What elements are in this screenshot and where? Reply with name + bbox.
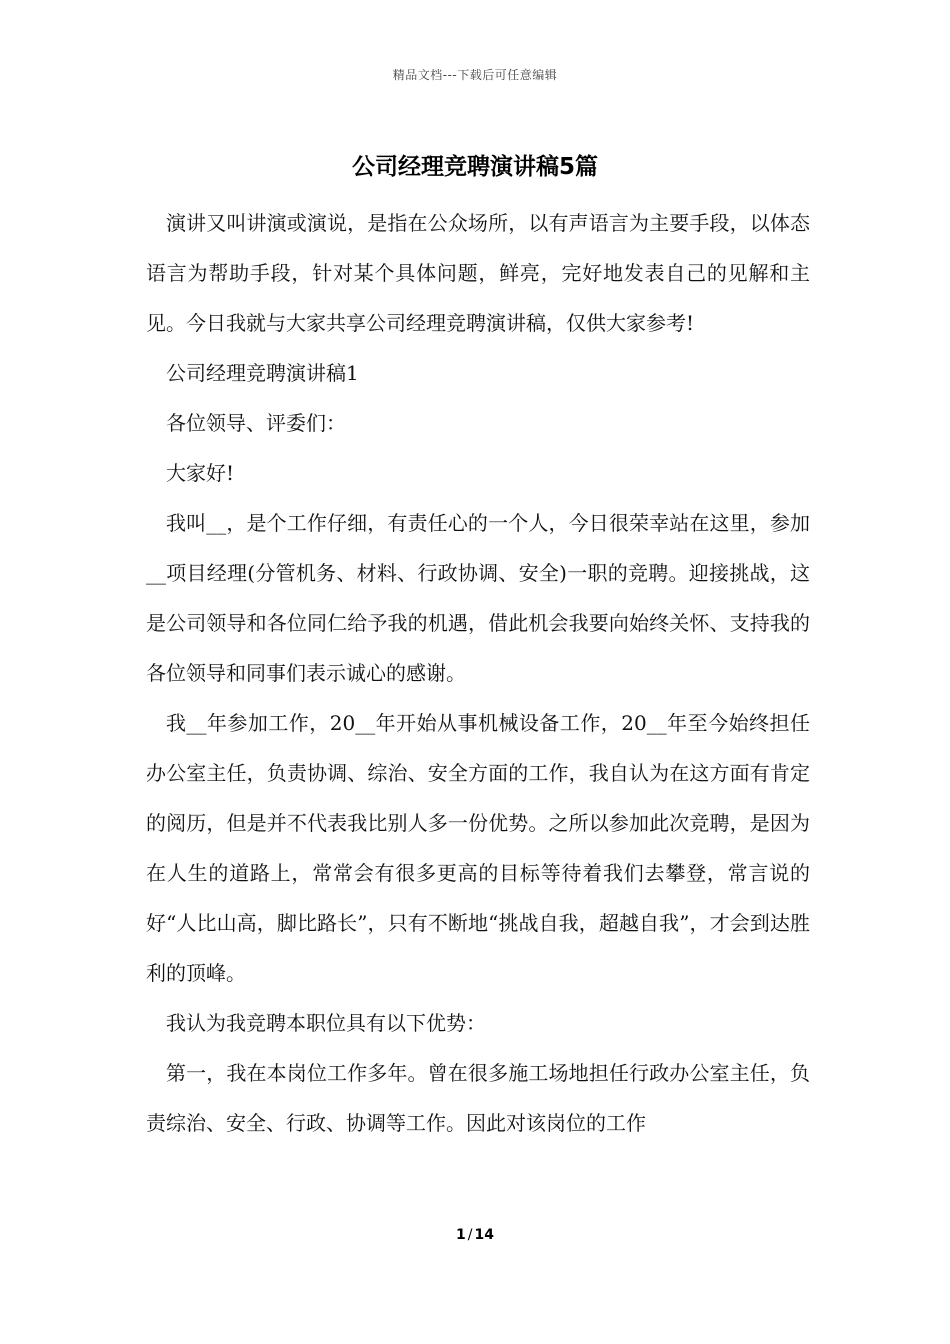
paragraph-advantages-lead: 我认为我竞聘本职位具有以下优势：: [166, 1011, 486, 1035]
paragraph-self-introduction: 我叫__，是个工作仔细，有责任心的一个人，今日很荣幸站在这里，参加__项目经理(分管机务、材料、行政协调、安全)一职的竞聘。迎接挑战，这是公司领导和各位同仁给予我的机遇，借此机会我要向始终关怀、支持我的各位领导和同事们表示诚心的感谢。: [146, 511, 810, 685]
paragraph-section-heading: 公司经理竞聘演讲稿1: [166, 361, 359, 385]
document-body: [146, 198, 810, 1148]
paragraph-first-advantage: 第一，我在本岗位工作多年。曾在很多施工场地担任行政办公室主任，负责综治、安全、行政、协调等工作。因此对该岗位的工作: [146, 1061, 810, 1135]
page-separator: /: [467, 1227, 473, 1243]
document-title: 公司经理竞聘演讲稿5篇: [351, 154, 598, 180]
paragraph-greeting: 大家好!: [166, 461, 235, 485]
current-page: 1: [456, 1227, 466, 1243]
paragraph-salutation: 各位领导、评委们：: [166, 411, 346, 435]
paragraph-work-history: 我__年参加工作，20__年开始从事机械设备工作，20__年至今始终担任办公室主任，负责协调、综治、安全方面的工作，我自认为在这方面有肯定的阅历，但是并不代表我比别人多一份优势。之所以参加此次竞聘，是因为在人生的道路上，常常会有很多更高的目标等待着我们去攀登，常言说的好“人比山高，脚比路长”，只有不断地“挑战自我，超越自我”，才会到达胜利的顶峰。: [146, 711, 810, 985]
page-number: [0, 1227, 950, 1243]
page-header: 精品文档---下载后可任意编辑: [392, 68, 558, 82]
paragraph-intro: 演讲又叫讲演或演说，是指在公众场所，以有声语言为主要手段，以体态语言为帮助手段，针对某个具体问题，鲜亮，完好地发表自己的见解和主见。今日我就与大家共享公司经理竞聘演讲稿，仅供大家参考!: [146, 211, 810, 335]
total-pages: 14: [474, 1227, 494, 1243]
